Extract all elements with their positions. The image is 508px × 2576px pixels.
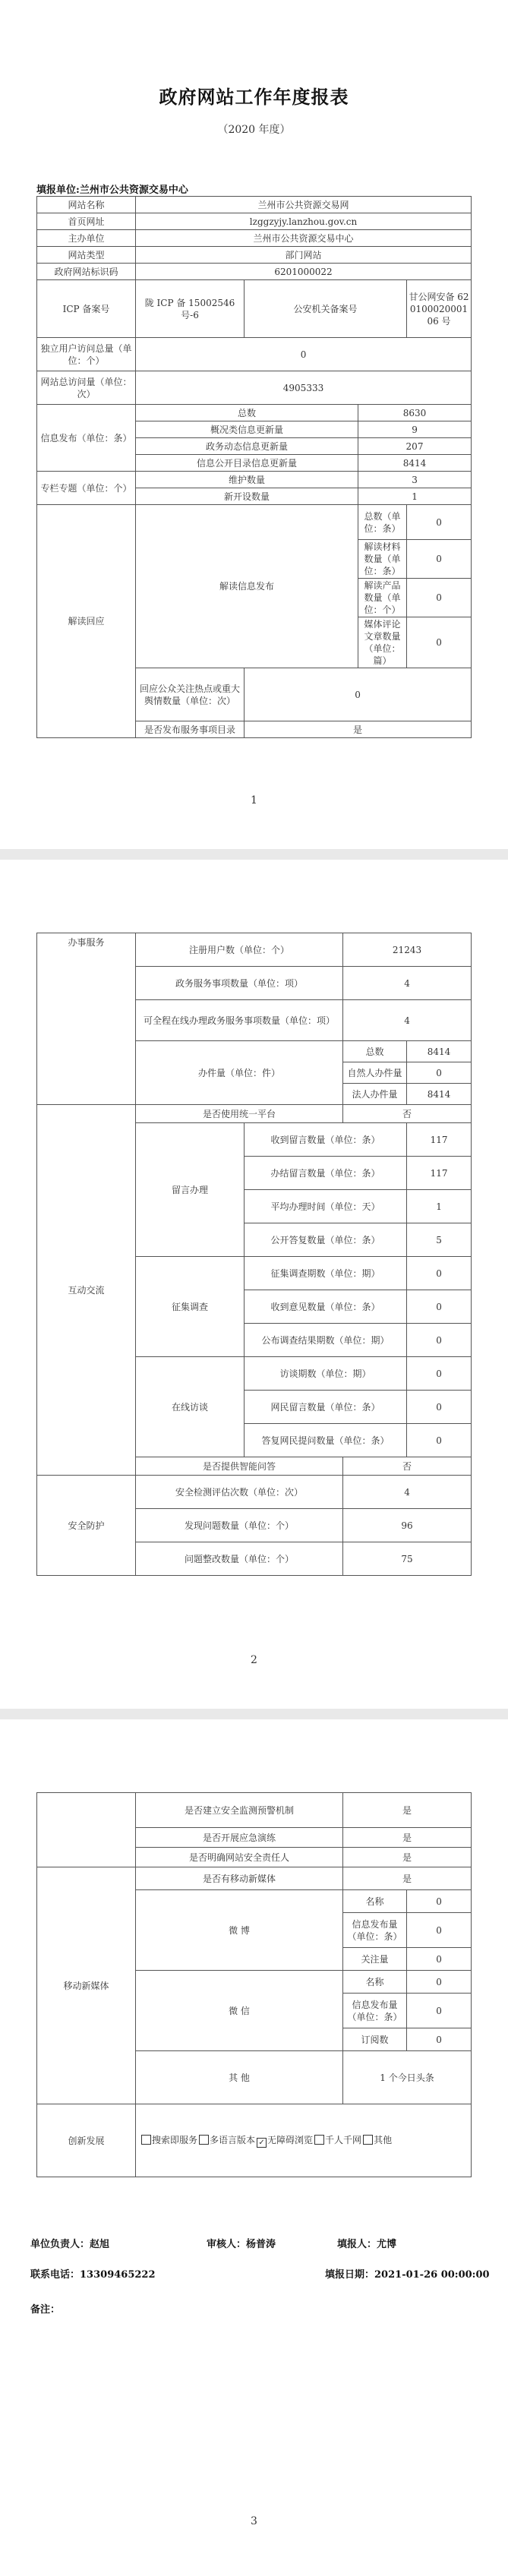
homepage-label: 首页网址 — [37, 213, 136, 230]
interp-total-label: 总数（单位：条） — [358, 505, 407, 540]
service-interaction-table — [36, 933, 472, 1576]
msg-recv-label: 收到留言数量（单位：条） — [245, 1123, 407, 1157]
sponsor-value: 兰州市公共资源交易中心 — [136, 230, 472, 247]
uv-label: 独立用户访问总量（单位：个） — [37, 338, 136, 371]
site-type-value: 部门网站 — [136, 247, 472, 264]
pv-value: 4905333 — [136, 371, 472, 405]
smart-label: 是否提供智能问答 — [136, 1457, 343, 1476]
interp-media-label: 媒体评论文章数量（单位：篇） — [358, 617, 407, 668]
wechat-sub-value: 0 — [407, 2028, 472, 2051]
handled-legal-label: 法人办件量 — [343, 1084, 407, 1105]
survey-count-label: 征集调查期数（单位：期） — [245, 1257, 407, 1290]
info-dynamic-label: 政务动态信息更新量 — [136, 438, 358, 455]
monitor-value: 是 — [343, 1793, 472, 1828]
handled-label: 办件量（单位：件） — [136, 1041, 343, 1105]
items-label: 政务服务事项数量（单位：项） — [136, 967, 343, 1000]
homepage-value: lzggzyjy.lanzhou.gov.cn — [136, 213, 472, 230]
info-overview-value: 9 — [358, 421, 472, 438]
remark-label: 备注： — [30, 2304, 61, 2316]
phone-value: 13309465222 — [80, 2269, 156, 2281]
survey-opinion-value: 0 — [407, 1290, 472, 1324]
date-value: 2021-01-26 00:00:00 — [374, 2269, 490, 2281]
handled-legal-value: 8414 — [407, 1084, 472, 1105]
report-year: （2020 年度） — [217, 124, 291, 136]
survey-result-value: 0 — [407, 1324, 472, 1357]
sec-found-value: 96 — [343, 1509, 472, 1542]
option-label: 无障碍浏览 — [267, 2134, 314, 2145]
service-label: 办事服务 — [37, 933, 136, 1105]
wechat-posts-value: 0 — [407, 1994, 472, 2028]
page-number: 3 — [251, 2515, 257, 2527]
talk-answer-label: 答复网民提问数量（单位：条） — [245, 1424, 407, 1457]
survey-count-value: 0 — [407, 1257, 472, 1290]
sec-fixed-label: 问题整改数量（单位：个） — [136, 1542, 343, 1576]
monitor-label: 是否建立安全监测预警机制 — [136, 1793, 343, 1828]
wechat-name-label: 名称 — [343, 1971, 407, 1994]
option-label: 千人千网 — [325, 2134, 362, 2145]
handled-person-label: 自然人办件量 — [343, 1062, 407, 1084]
online-items-value: 4 — [343, 1000, 472, 1041]
filler-signature — [337, 2236, 396, 2250]
phone-label: 联系电话： — [30, 2269, 80, 2281]
site-name-value: 兰州市公共资源交易网 — [136, 197, 472, 213]
page-number: 1 — [251, 794, 257, 807]
interp-product-label: 解读产品数量（单位：个） — [358, 579, 407, 617]
filler-value: 尤博 — [377, 2239, 397, 2250]
date-label: 填报日期： — [325, 2269, 375, 2281]
weibo-label: 微 博 — [136, 1890, 343, 1971]
msg-label: 留言办理 — [136, 1123, 245, 1257]
interpret-label: 解读信息发布 — [136, 505, 358, 668]
sec-fixed-value: 75 — [343, 1542, 472, 1576]
sec-test-value: 4 — [343, 1476, 472, 1509]
sponsor-label: 主办单位 — [37, 230, 136, 247]
checkbox-checked-icon: ✓ — [257, 2138, 267, 2148]
interp-material-label: 解读材料数量（单位：条） — [358, 540, 407, 579]
site-code-label: 政府网站标识码 — [37, 264, 136, 280]
weibo-posts-value: 0 — [407, 1913, 472, 1948]
checkbox-icon — [199, 2135, 209, 2145]
media-innovation-table — [36, 1792, 472, 2177]
checkbox-icon — [141, 2135, 151, 2145]
sec-found-label: 发现问题数量（单位：个） — [136, 1509, 343, 1542]
report-title: 政府网站工作年度报表 — [159, 86, 349, 108]
survey-label: 征集调查 — [136, 1257, 245, 1357]
reviewer-signature — [207, 2236, 276, 2250]
page-2 — [0, 860, 508, 1709]
info-total-label: 总数 — [136, 405, 358, 421]
interp-material-value: 0 — [407, 540, 472, 579]
online-items-label: 可全程在线办理政务服务事项数量（单位：项） — [136, 1000, 343, 1041]
police-value: 甘公网安备 62010002000106 号 — [407, 280, 472, 338]
owner-label: 是否明确网站安全责任人 — [136, 1848, 343, 1867]
reviewer-value: 杨普涛 — [246, 2239, 276, 2250]
security-cont-cell — [37, 1793, 136, 1867]
response-label: 解读回应 — [37, 505, 136, 738]
msg-public-value: 5 — [407, 1223, 472, 1257]
survey-opinion-label: 收到意见数量（单位：条） — [245, 1290, 407, 1324]
talk-count-label: 访谈期数（单位：期） — [245, 1357, 407, 1391]
talk-count-value: 0 — [407, 1357, 472, 1391]
page-3 — [0, 1719, 508, 2576]
weibo-name-value: 0 — [407, 1890, 472, 1913]
special-new-value: 1 — [358, 488, 472, 505]
unified-value: 否 — [343, 1105, 472, 1123]
filling-unit — [36, 182, 188, 196]
weibo-name-label: 名称 — [343, 1890, 407, 1913]
site-code-value: 6201000022 — [136, 264, 472, 280]
items-value: 4 — [343, 967, 472, 1000]
has-media-label: 是否有移动新媒体 — [136, 1867, 343, 1890]
site-name-label: 网站名称 — [37, 197, 136, 213]
drill-label: 是否开展应急演练 — [136, 1828, 343, 1848]
msg-done-value: 117 — [407, 1157, 472, 1190]
talk-msg-value: 0 — [407, 1391, 472, 1424]
reviewer-label: 审核人： — [207, 2239, 247, 2250]
police-label: 公安机关备案号 — [245, 280, 407, 338]
other-label: 其 他 — [136, 2051, 343, 2104]
msg-public-label: 公开答复数量（单位：条） — [245, 1223, 407, 1257]
smart-value: 否 — [343, 1457, 472, 1476]
wechat-sub-label: 订阅数 — [343, 2028, 407, 2051]
info-public-value: 8414 — [358, 455, 472, 472]
weibo-posts-label: 信息发布量（单位：条） — [343, 1913, 407, 1948]
owner-value: 是 — [343, 1848, 472, 1867]
page-number: 2 — [251, 1654, 257, 1666]
site-type-label: 网站类型 — [37, 247, 136, 264]
weibo-follow-label: 关注量 — [343, 1948, 407, 1971]
interp-product-value: 0 — [407, 579, 472, 617]
filling-unit-value: 兰州市公共资源交易中心 — [79, 185, 188, 196]
option-label: 其他 — [374, 2134, 393, 2145]
filling-unit-label: 填报单位: — [36, 185, 80, 196]
icp-value: 陇 ICP 备 15002546 号-6 — [136, 280, 245, 338]
reg-users-value: 21243 — [343, 933, 472, 967]
survey-result-label: 公布调查结果期数（单位：期） — [245, 1324, 407, 1357]
talk-answer-value: 0 — [407, 1424, 472, 1457]
head-value: 赵旭 — [90, 2239, 110, 2250]
date-line — [325, 2266, 490, 2281]
phone-line — [30, 2266, 156, 2281]
option-search[interactable] — [141, 2134, 197, 2146]
checkbox-icon — [363, 2135, 373, 2145]
interp-total-value: 0 — [407, 505, 472, 540]
msg-avg-label: 平均办理时间（单位：天） — [245, 1190, 407, 1223]
special-maint-label: 维护数量 — [136, 472, 358, 488]
info-overview-label: 概况类信息更新量 — [136, 421, 358, 438]
basic-info-table — [36, 196, 472, 738]
handled-total-label: 总数 — [343, 1041, 407, 1062]
weibo-follow-value: 0 — [407, 1948, 472, 1971]
checkbox-icon — [314, 2135, 324, 2145]
info-dynamic-value: 207 — [358, 438, 472, 455]
info-release-label: 信息发布（单位：条） — [37, 405, 136, 472]
head-label: 单位负责人： — [30, 2239, 90, 2250]
info-total-value: 8630 — [358, 405, 472, 421]
interp-media-value: 0 — [407, 617, 472, 668]
icp-label: ICP 备案号 — [37, 280, 136, 338]
option-other[interactable] — [363, 2134, 392, 2146]
info-public-label: 信息公开目录信息更新量 — [136, 455, 358, 472]
unified-label: 是否使用统一平台 — [136, 1105, 343, 1123]
handled-total-value: 8414 — [407, 1041, 472, 1062]
mobile-label: 移动新媒体 — [37, 1867, 136, 2104]
filler-label: 填报人： — [337, 2239, 377, 2250]
other-value: 1 个今日头条 — [343, 2051, 472, 2104]
hotspot-value: 0 — [245, 668, 472, 721]
special-new-label: 新开设数量 — [136, 488, 358, 505]
uv-value: 0 — [136, 338, 472, 371]
wechat-name-value: 0 — [407, 1971, 472, 1994]
interaction-label: 互动交流 — [37, 1105, 136, 1476]
msg-recv-value: 117 — [407, 1123, 472, 1157]
service-list-value: 是 — [245, 721, 472, 738]
hotspot-label: 回应公众关注热点或重大舆情数量（单位：次） — [136, 668, 245, 721]
msg-done-label: 办结留言数量（单位：条） — [245, 1157, 407, 1190]
sec-test-label: 安全检测评估次数（单位：次） — [136, 1476, 343, 1509]
pv-label: 网站总访问量（单位：次） — [37, 371, 136, 405]
option-accessibility[interactable] — [257, 2134, 313, 2148]
special-maint-value: 3 — [358, 472, 472, 488]
security-label: 安全防护 — [37, 1476, 136, 1576]
wechat-label: 微 信 — [136, 1971, 343, 2051]
innovation-options — [136, 2104, 472, 2177]
option-label: 多语言版本 — [210, 2134, 256, 2145]
service-list-label: 是否发布服务事项目录 — [136, 721, 245, 738]
talk-msg-label: 网民留言数量（单位：条） — [245, 1391, 407, 1424]
option-personalized[interactable] — [314, 2134, 361, 2146]
msg-avg-value: 1 — [407, 1190, 472, 1223]
drill-value: 是 — [343, 1828, 472, 1848]
special-topic-label: 专栏专题（单位：个） — [37, 472, 136, 505]
has-media-value: 是 — [343, 1867, 472, 1890]
handled-person-value: 0 — [407, 1062, 472, 1084]
talk-label: 在线访谈 — [136, 1357, 245, 1457]
wechat-posts-label: 信息发布量（单位：条） — [343, 1994, 407, 2028]
head-signature — [30, 2236, 109, 2250]
reg-users-label: 注册用户数（单位：个） — [136, 933, 343, 967]
page-1 — [0, 0, 508, 849]
option-label: 搜索即服务 — [152, 2134, 198, 2145]
innovation-label: 创新发展 — [37, 2104, 136, 2177]
option-multilang[interactable] — [199, 2134, 255, 2146]
